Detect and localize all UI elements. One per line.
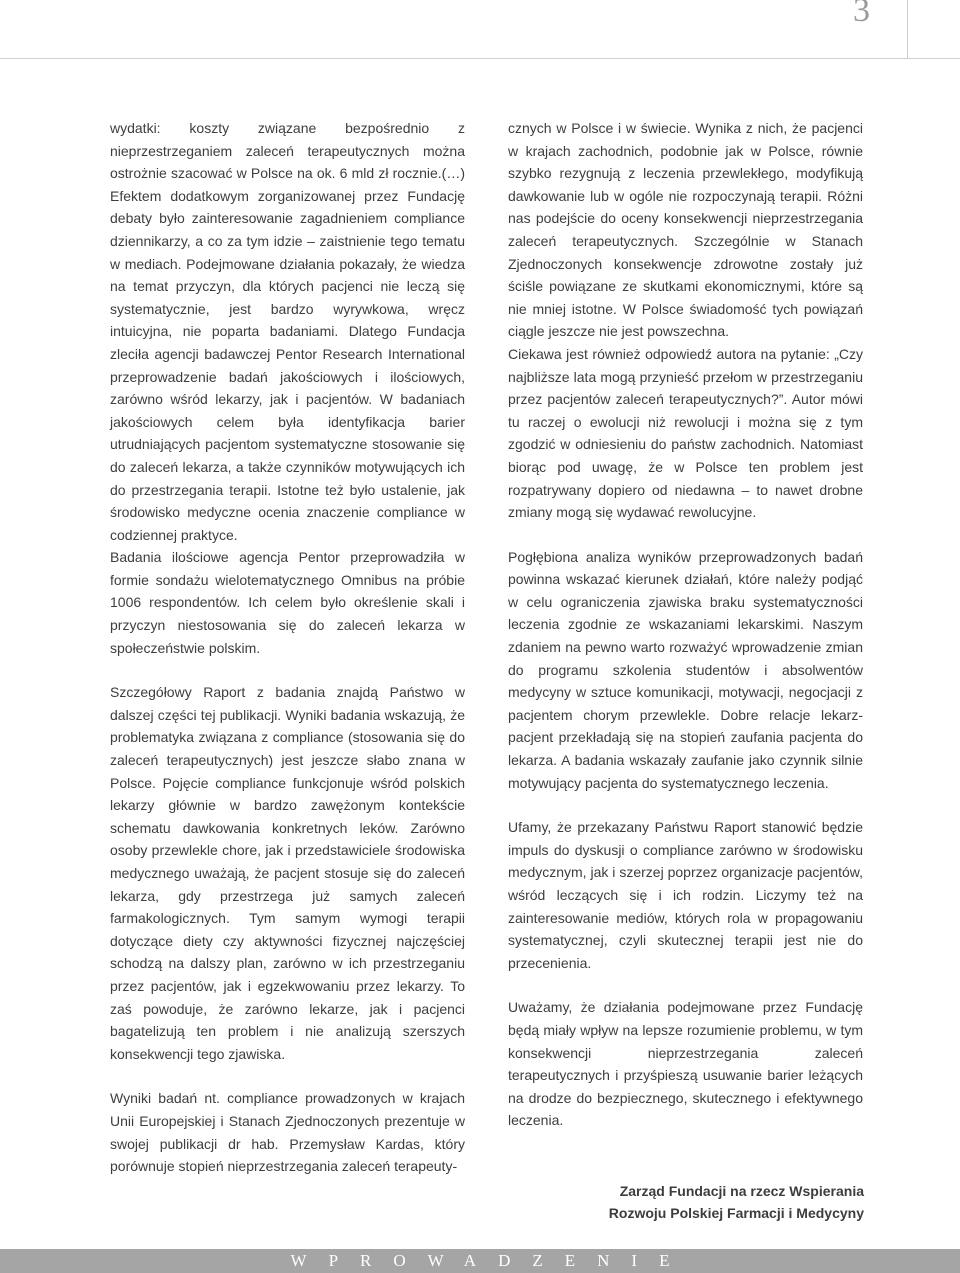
paragraph-gap bbox=[508, 794, 863, 816]
right-paragraph-3: Pogłębiona analiza wyników przeprowadzonych badań powinna wskazać kierunek działań, które należy podjąć w celu ograniczenia zjawiska braku systematyczności leczenia zgodnie ze wskazaniami lekarskimi. Naszym zdaniem na pewno warto rozważyć wprowadzenie zmian do programu szkolenia studentów i absolwentów medycyny w sztuce komunikacji, motywacji, negocjacji z pacjentem chorym przewlekle. Dobre relacje lekarz-pacjent przekładają się na stopień zaufania pacjenta do lekarza. A badania wskazały zaufanie jako czynnik silnie motywujący pacjenta do systematycznego leczenia. bbox=[508, 548, 863, 791]
paragraph-gap bbox=[508, 524, 863, 546]
left-paragraph-2: Badania ilościowe agencja Pentor przeprowadziła w formie sondażu wielotematycznego Omnibus na próbie 1006 respondentów. Ich celem było określenie skali i przyczyn niestosowania się do zaleceń lekarza w społeczeństwie polskim. bbox=[110, 549, 465, 656]
left-paragraph-1: wydatki: koszty związane bezpośrednio z nieprzestrzeganiem zaleceń terapeutycznych można ostrożnie szacować w Polsce na ok. 6 mld zł rocznie.(…) Efektem dodatkowym zorganizowanej przez Fundację debaty było zainteresowanie zagadnieniem compliance dziennikarzy, a co za tym idzie – zaistnienie tego tematu w mediach. Podejmowane działania pokazały, że wiedza na temat przyczyn, dla których pacjenci nie leczą się systematycznie, jest bardzo wyrywkowa, wręcz intuicyjna, nie poparta badaniami. Dlatego Fundacja zleciła agencji badawczej Pentor Research International przeprowadzenie badań jakościowych i ilościowych, zarówno wśród lekarzy, jak i pacjentów. W badaniach jakościowych celem była identyfikacja barier utrudniających pacjentom systematyczne stosowanie się do zaleceń lekarza, a także czynników motywujących ich do przestrzegania terapii. Istotne też było ustalenie, jak środowisko medyczne ocenia znaczenie compliance w codziennej praktyce. bbox=[110, 120, 465, 543]
right-paragraph-1: cznych w Polsce i w świecie. Wynika z nich, że pacjenci w krajach zachodnich, podobnie jak w Polsce, równie szybko rezygnują z leczenia przewlekłego, modyfikują dawkowanie lub w ogóle nie rozpoczynają terapii. Różni nas podejście do oceny konsekwencji nieprzestrzegania zaleceń terapeutycznych. Szczególnie w Stanach Zjednoczonych konsekwencje zdrowotne zostały już ściśle powiązane ze skutkami ekonomicznymi, które są nie mniej istotne. W Polsce świadomość tych powiązań ciągle jeszcze nie jest powszechna. bbox=[508, 120, 863, 340]
left-paragraph-4: Wyniki badań nt. compliance prowadzonych w krajach Unii Europejskiej i Stanach Zjednoczonych prezentuje w swojej publikacji dr hab. Przemysław Kardas, który porównuje stopień nieprzestrzegania zaleceń terapeuty- bbox=[110, 1090, 465, 1175]
paragraph-gap bbox=[508, 974, 863, 996]
right-paragraph-4: Ufamy, że przekazany Państwu Raport stanowić będzie impuls do dyskusji o compliance zarówno w środowisku medycznym, jak i szerzej poprzez organizacje pacjentów, wśród leczących się i ich rodzin. Liczymy też na zainteresowanie mediów, których rola w propagowaniu systematycznej, czyli skutecznej terapii jest nie do przecenienia. bbox=[508, 819, 863, 971]
page-number: 3 bbox=[853, 0, 870, 29]
left-paragraph-3: Szczegółowy Raport z badania znajdą Państwo w dalszej części tej publikacji. Wyniki badania wskazują, że problematyka związana z compliance (stosowania się do zaleceń terapeutycznych) jest jeszcze słabo znana w Polsce. Pojęcie compliance funkcjonuje wśród polskich lekarzy głównie w bardzo zawężonym kontekście schematu dawkowania konkretnych leków. Zarówno osoby przewlekle chore, jak i przedstawiciele środowiska medycznego uważają, że pacjent stosuje się do zaleceń lekarza, gdy przestrzega już samych zaleceń farmakologicznych. Tym samym wymogi terapii dotyczące diety czy aktywności fizycznej najczęściej schodzą na dalszy plan, zarówno w ich przestrzeganiu przez pacjentów, jak i egzekwowaniu przez lekarzy. To zaś powoduje, że zarówno lekarze, jak i pacjenci bagatelizują ten problem i nie analizują szerszych konsekwencji tego zjawiska. bbox=[110, 684, 465, 1062]
signature-block bbox=[609, 1180, 864, 1224]
right-column bbox=[508, 117, 863, 1132]
signature-line-2: Rozwoju Polskiej Farmacji i Medycyny bbox=[608, 1205, 864, 1221]
paragraph-gap bbox=[110, 659, 465, 681]
footer-band bbox=[0, 1249, 960, 1273]
paragraph-gap bbox=[110, 1065, 465, 1087]
right-paragraph-5: Uważamy, że działania podejmowane przez Fundację będą miały wpływ na lepsze rozumienie problemu, w tym konsekwencji nieprzestrzegania zaleceń terapeutycznych i przyśpieszą usuwanie barier leżących na drodze do bezpiecznego, skutecznego i efektywnego leczenia. bbox=[508, 999, 863, 1129]
right-paragraph-2: Ciekawa jest również odpowiedź autora na pytanie: „Czy najbliższe lata mogą przynieść przełom w przestrzeganiu przez pacjentów zaleceń terapeutycznych?”. Autor mówi tu raczej o ewolucji niż rewolucji i można się z tym zgodzić w odniesieniu do państw zachodnich. Natomiast biorąc pod uwagę, że w Polsce ten problem jest rozpatrywany dopiero od niedawna – to nawet drobne zmiany mogą się wydawać rewolucyjne. bbox=[508, 345, 863, 521]
signature-line-1: Zarząd Fundacji na rzecz Wspierania bbox=[619, 1183, 864, 1199]
top-divider-tick bbox=[907, 0, 908, 58]
left-column bbox=[110, 117, 465, 1178]
top-divider bbox=[0, 58, 960, 59]
footer-section-title: WPROWADZENIE bbox=[290, 1251, 692, 1270]
